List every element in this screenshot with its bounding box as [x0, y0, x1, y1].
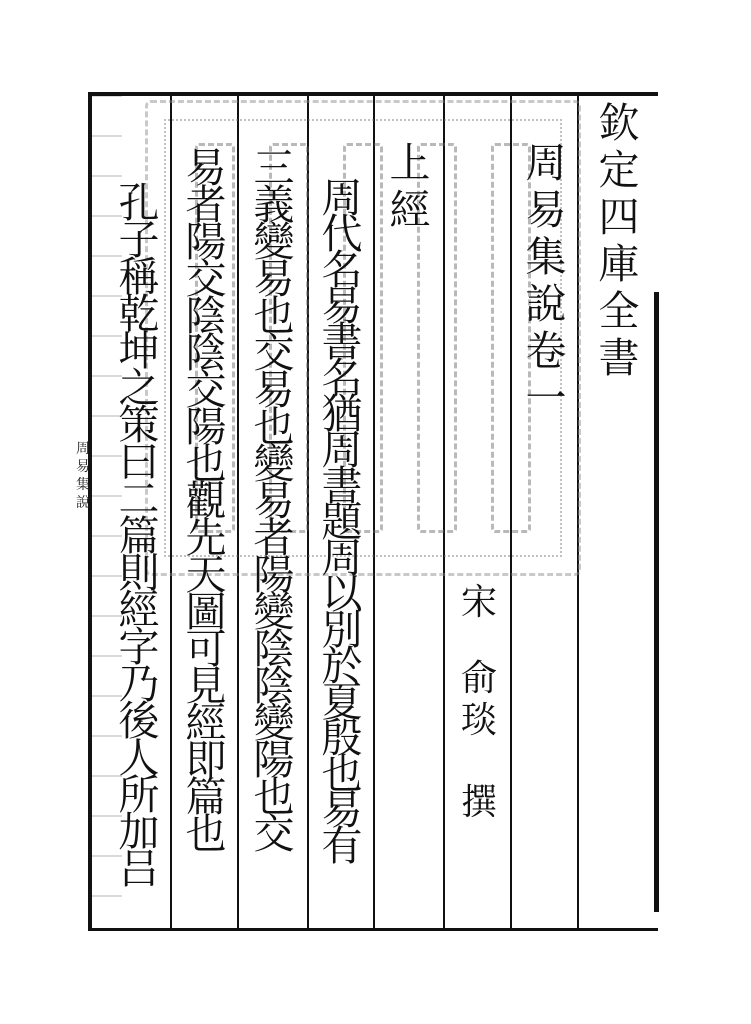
glyph: 者 — [253, 514, 295, 562]
glyph: 陰 — [185, 329, 227, 377]
glyph: 易 — [321, 786, 363, 834]
column-divider — [237, 95, 239, 930]
glyph: 篇 — [185, 773, 227, 821]
glyph: 天 — [185, 551, 227, 599]
glyph: 庫 — [598, 240, 640, 288]
body-column-1 — [312, 174, 372, 870]
column-divider — [170, 95, 172, 930]
glyph: 交 — [185, 255, 227, 303]
glyph: 說 — [76, 495, 90, 511]
glyph: 也 — [253, 773, 295, 821]
glyph: 也 — [253, 292, 295, 340]
glyph: 宋 — [460, 582, 497, 623]
glyph: 陽 — [253, 551, 295, 599]
author-dynasty — [450, 582, 508, 624]
glyph: 易 — [185, 144, 227, 192]
glyph: 交 — [253, 810, 295, 858]
glyph: 也 — [321, 750, 363, 798]
glyph: 也 — [253, 403, 295, 451]
glyph: 陰 — [253, 625, 295, 673]
glyph: 陰 — [185, 292, 227, 340]
glyph: 二 — [118, 475, 160, 523]
glyph: 說 — [525, 280, 567, 328]
glyph: 篇 — [118, 512, 160, 560]
glyph: 陽 — [185, 218, 227, 266]
body-column-4 — [108, 179, 170, 893]
glyph: 猶 — [321, 390, 363, 438]
glyph: 先 — [185, 514, 227, 562]
glyph: 周 — [321, 426, 363, 474]
glyph: 四 — [598, 193, 640, 241]
glyph: 周 — [321, 174, 363, 222]
glyph: 稱 — [118, 253, 160, 301]
glyph: 於 — [321, 642, 363, 690]
column-divider — [577, 95, 579, 930]
glyph: 曰 — [118, 438, 160, 486]
glyph: 經 — [389, 186, 431, 234]
glyph: 書 — [598, 334, 640, 382]
glyph: 全 — [598, 287, 640, 335]
glyph: 名 — [321, 246, 363, 294]
glyph: 夏 — [321, 678, 363, 726]
glyph: 乾 — [118, 290, 160, 338]
glyph: 琰 — [460, 700, 497, 741]
glyph: 字 — [118, 623, 160, 671]
body-column-3 — [176, 144, 236, 858]
author-name — [450, 658, 508, 742]
glyph: 者 — [185, 181, 227, 229]
glyph: 易 — [321, 282, 363, 330]
glyph: 殷 — [321, 714, 363, 762]
glyph: 易 — [253, 255, 295, 303]
glyph: 上 — [389, 139, 431, 187]
glyph: 圖 — [185, 588, 227, 636]
glyph: 周 — [76, 441, 90, 457]
glyph: 加 — [118, 808, 160, 856]
glyph: 觀 — [185, 477, 227, 525]
frame-right-rule — [654, 292, 659, 912]
glyph: 一 — [525, 374, 567, 422]
glyph: 變 — [253, 588, 295, 636]
glyph: 乃 — [118, 660, 160, 708]
glyph: 有 — [321, 822, 363, 870]
column-divider — [373, 95, 375, 930]
glyph: 題 — [321, 498, 363, 546]
glyph: 可 — [185, 625, 227, 673]
column-divider — [443, 95, 445, 930]
glyph: 坤 — [118, 327, 160, 375]
glyph: 所 — [118, 771, 160, 819]
glyph: 集 — [525, 233, 567, 281]
column-divider — [510, 95, 512, 930]
chapter-heading — [380, 140, 440, 234]
glyph: 則 — [118, 549, 160, 597]
glyph: 易 — [525, 186, 567, 234]
glyph: 交 — [253, 329, 295, 377]
glyph: 欽 — [598, 99, 640, 147]
glyph: 名 — [321, 354, 363, 402]
glyph: 子 — [118, 216, 160, 264]
glyph: 易 — [76, 459, 90, 475]
glyph: 別 — [321, 606, 363, 654]
glyph: 經 — [185, 699, 227, 747]
glyph: 見 — [185, 662, 227, 710]
glyph: 後 — [118, 697, 160, 745]
author-role — [450, 782, 508, 824]
glyph: 也 — [185, 810, 227, 858]
glyph: 變 — [253, 440, 295, 488]
glyph: 之 — [118, 364, 160, 412]
glyph: 撰 — [460, 782, 497, 823]
book-title — [517, 140, 575, 422]
glyph: 易 — [253, 366, 295, 414]
glyph: 吕 — [118, 845, 160, 893]
glyph: 變 — [253, 699, 295, 747]
margin-label — [76, 440, 90, 512]
glyph: 周 — [525, 139, 567, 187]
glyph: 交 — [185, 366, 227, 414]
glyph: 變 — [253, 218, 295, 266]
glyph: 以 — [321, 570, 363, 618]
glyph: 陰 — [253, 662, 295, 710]
glyph: 書 — [321, 462, 363, 510]
glyph: 即 — [185, 736, 227, 784]
header-title — [588, 100, 650, 382]
glyph: 周 — [321, 534, 363, 582]
column-divider — [307, 95, 309, 930]
glyph: 三 — [253, 144, 295, 192]
body-column-2 — [243, 144, 305, 858]
glyph: 策 — [118, 401, 160, 449]
glyph: 代 — [321, 210, 363, 258]
glyph: 陽 — [253, 736, 295, 784]
glyph: 卷 — [525, 327, 567, 375]
glyph: 集 — [76, 477, 90, 493]
glyph: 義 — [253, 181, 295, 229]
glyph: 定 — [598, 146, 640, 194]
glyph: 也 — [185, 440, 227, 488]
glyph: 書 — [321, 318, 363, 366]
glyph: 經 — [118, 586, 160, 634]
glyph: 易 — [253, 477, 295, 525]
glyph: 俞 — [460, 658, 497, 699]
glyph: 孔 — [118, 179, 160, 227]
glyph: 人 — [118, 734, 160, 782]
glyph: 陽 — [185, 403, 227, 451]
